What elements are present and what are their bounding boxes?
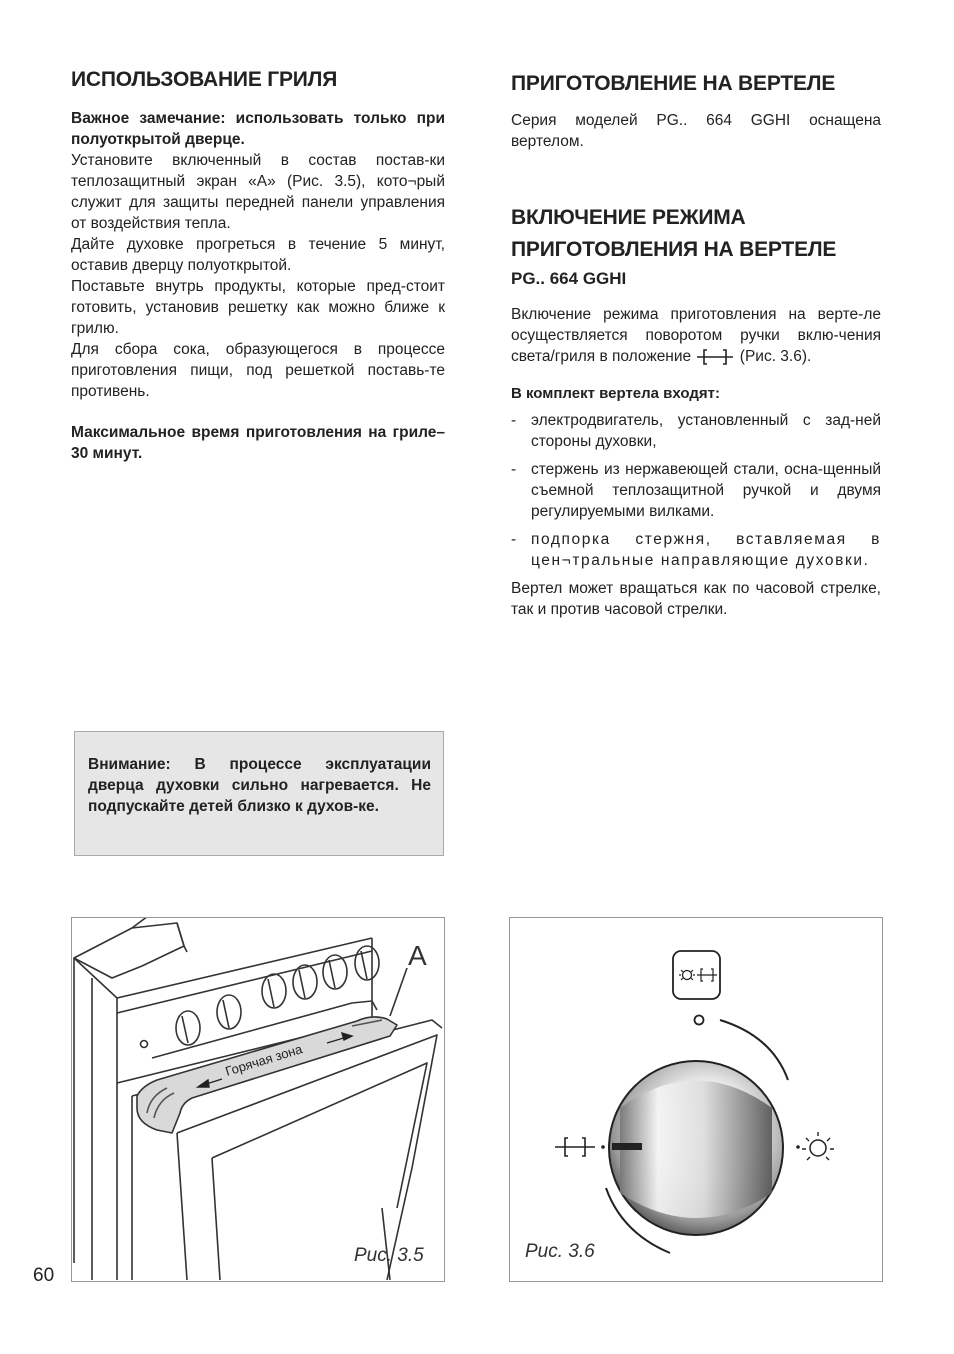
rotisserie-intro: Серия моделей PG.. 664 GGHI оснащена вертелом. xyxy=(511,112,881,150)
hot-zone-label: Горячая зона xyxy=(223,1041,305,1079)
kit-list xyxy=(511,410,881,571)
figure-3-5-caption: Рис. 3.5 xyxy=(354,1245,424,1266)
rotisserie-position-icon xyxy=(555,1138,605,1156)
rotisserie-mode-figure-ref: (Рис. 3.6). xyxy=(739,348,812,365)
grill-paragraph-2: Дайте духовке прогреться в течение 5 минут, оставив дверцу полуоткрытой. xyxy=(71,236,445,274)
rotisserie-mode-title-line2: ПРИГОТОВЛЕНИЯ НА ВЕРТЕЛЕ xyxy=(511,238,837,261)
kit-item: - электродвигатель, установленный с зад-ней стороны духовки, xyxy=(511,412,881,450)
grill-paragraph-3: Поставьте внутрь продукты, которые пред-стоит готовить, установив решетку как можно ближе к грилю. xyxy=(71,278,445,337)
left-column xyxy=(71,66,445,464)
important-note: Важное замечание: использовать только при полуоткрытой дверце. xyxy=(71,110,445,148)
grill-paragraph-4: Для сбора сока, образующегося в процессе приготовления пищи, под решеткой поставь-те противень. xyxy=(71,341,445,400)
rotisserie-mode-title-line1: ВКЛЮЧЕНИЕ РЕЖИМА xyxy=(511,206,746,229)
off-position-mark xyxy=(695,1016,704,1025)
kit-item: - стержень из нержавеющей стали, осна-щенный съемной теплозащитной ручкой и двумя регулируемыми вилками. xyxy=(511,461,881,520)
rotisserie-mode-text: Включение режима приготовления на верте-ле осуществляется поворотом ручки вклю-чения света/гриля в положение xyxy=(511,306,881,365)
shield-label: A xyxy=(408,940,427,971)
kit-item: - подпорка стержня, вставляемая в цен¬тральные направляющие духовки. xyxy=(511,531,881,569)
rotisserie-mode-paragraph xyxy=(511,304,881,367)
grill-paragraph-1: Установите включенный в состав постав-ки теплозащитный экран «А» (Рис. 3.5), кото¬рый служит для защиты передней панели управления от воздействия тепла. xyxy=(71,152,445,232)
max-time-note: Максимальное время приготовления на гриле– 30 минут. xyxy=(71,424,445,462)
warning-box xyxy=(74,731,444,856)
figure-3-6-caption: Рис. 3.6 xyxy=(525,1241,595,1262)
right-column xyxy=(511,70,881,620)
knob-indicator xyxy=(612,1143,642,1150)
figure-3-6 xyxy=(509,917,883,1282)
page-number: 60 xyxy=(33,1265,55,1286)
model-subtitle: PG.. 664 GGHI xyxy=(511,269,627,288)
warning-text: Внимание: В процессе эксплуатации дверца духовки сильно нагревается. Не подпускайте детей близко к духов-ке. xyxy=(88,756,431,815)
rotation-note: Вертел может вращаться как по часовой стрелке, так и против часовой стрелки. xyxy=(511,580,881,618)
light-position-icon xyxy=(796,1132,834,1160)
figure-3-5 xyxy=(71,917,445,1282)
rotisserie-title: ПРИГОТОВЛЕНИЕ НА ВЕРТЕЛЕ xyxy=(511,72,836,95)
light-rotisserie-symbol-icon xyxy=(673,951,720,999)
grill-title: ИСПОЛЬЗОВАНИЕ ГРИЛЯ xyxy=(71,68,338,91)
kit-title: В комплект вертела входят: xyxy=(511,385,720,402)
knob-illustration xyxy=(510,918,881,1280)
oven-illustration xyxy=(72,918,443,1280)
rotisserie-symbol-icon xyxy=(695,347,735,367)
